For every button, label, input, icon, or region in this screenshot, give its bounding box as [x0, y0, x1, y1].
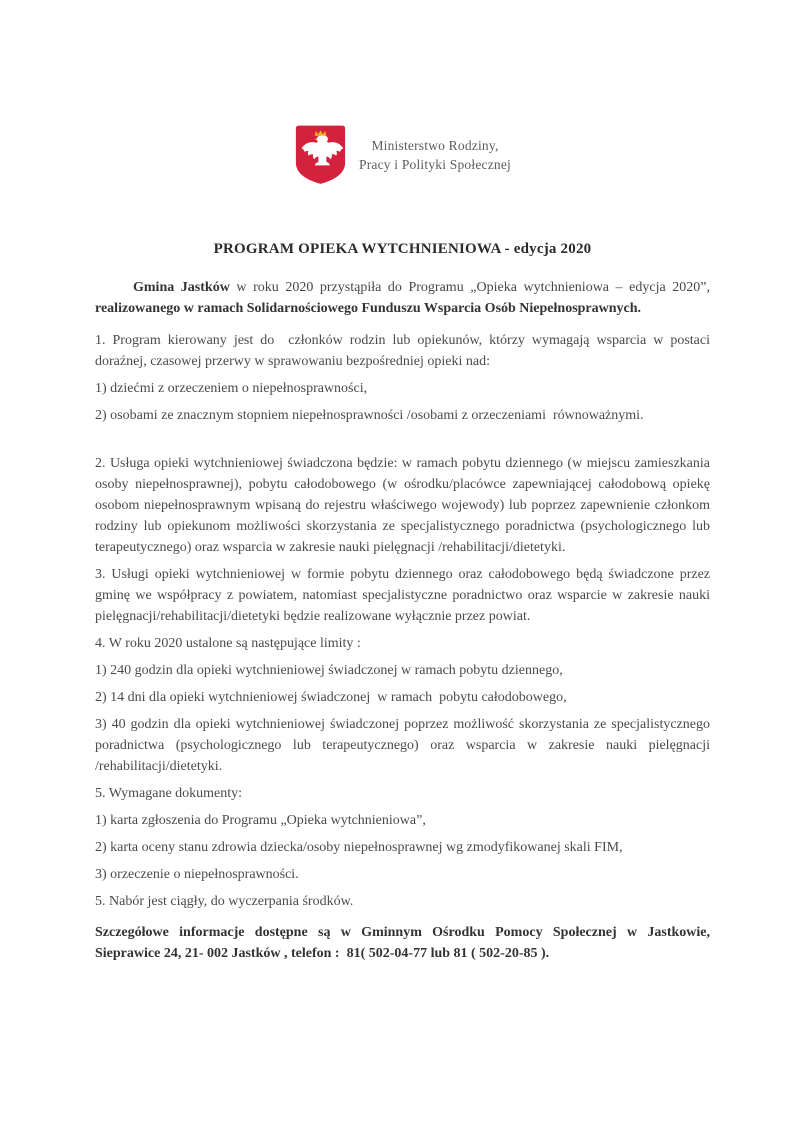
list-item-application-card: 1) karta zgłoszenia do Programu „Opieka wytchnieniowa”, [95, 813, 426, 828]
list-item-disability-certificate: 3) orzeczenie o niepełnosprawności. [95, 867, 299, 882]
ministry-name-line2: Pracy i Polityki Społecznej [358, 157, 511, 172]
list-item-limit-daycare: 1) 240 godzin dla opieki wytchnieniowej świadczonej w ramach pobytu dziennego, [95, 663, 563, 678]
intro-paragraph [95, 277, 714, 319]
paragraph-service-forms: 2. Usługa opieki wytchnieniowej świadczona będzie: w ramach pobytu dziennego (w miejscu zamieszkania osoby niepełnosprawnej), pobytu całodobowego (w ośrodku/placówce zapewniającej całodobową opiekę osobom niepełnosprawnym wpisaną do rejestru właściwego wojewody) lub poprzez zapewnienie członkom rodziny lub opiekunom możliwości skorzystania ze specjalistycznego poradnictwa (psychologicznego lub terapeutycznego) oraz wsparcia w zakresie nauki pielęgnacji /rehabilitacji/dietetyki. [95, 456, 714, 555]
document-title: PROGRAM OPIEKA WYTCHNIENIOWA - edycja 2020 [213, 241, 592, 257]
paragraph-program-target: 1. Program kierowany jest do członków rodzin lub opiekunów, którzy wymagają wsparcia w postaci doraźnej, czasowej przerwy w sprawowaniu bezpośredniej opieki nad: [95, 333, 714, 369]
intro-bold-lead: Gmina Jastków [133, 280, 230, 295]
ministry-name-line1: Ministerstwo Rodziny, [371, 138, 499, 153]
polish-eagle-emblem-icon [294, 124, 347, 186]
list-item-health-card: 2) karta oceny stanu zdrowia dziecka/osoby niepełnosprawnej wg zmodyfikowanej skali FIM, [95, 840, 623, 855]
list-item-limit-counseling: 3) 40 godzin dla opieki wytchnieniowej świadczonej poprzez możliwość skorzystania ze specjalistycznego poradnictwa (psychologicznego lub terapeutycznego) oraz wsparcia w zakresie nauki pielęgnacji /rehabilitacji/dietetyki. [95, 717, 714, 774]
ministry-logo [95, 123, 710, 187]
list-item-limit-fulltime: 2) 14 dni dla opieki wytchnieniowej świadczonej w ramach pobytu całodobowego, [95, 690, 567, 705]
intro-regular-text: w roku 2020 przystąpiła do Programu „Opieka wytchnieniowa – edycja 2020”, [229, 280, 714, 295]
paragraph-documents-heading: 5. Wymagane dokumenty: [95, 786, 243, 801]
paragraph-recruitment: 5. Nabór jest ciągły, do wyczerpania środków. [95, 894, 354, 909]
paragraph-limits-heading: 4. W roku 2020 ustalone są następujące limity : [95, 636, 361, 651]
intro-bold-tail: realizowanego w ramach Solidarnościowego Funduszu Wsparcia Osób Niepełnosprawnych. [95, 301, 642, 316]
paragraph-service-providers: 3. Usługi opieki wytchnieniowej w formie pobytu dziennego oraz całodobowego będą świadczone przez gminę we współpracy z powiatem, natomiast specjalistyczne poradnictwo oraz wsparcie w zakresie nauki pielęgnacji/rehabilitacji/dietetyki będzie realizowane wyłącznie przez powiat. [95, 567, 714, 624]
contact-info-paragraph: Szczegółowe informacje dostępne są w Gminnym Ośrodku Pomocy Społecznej w Jastkowie, Sieprawice 24, 21- 002 Jastków , telefon : 81( 502-04-77 lub 81 ( 502-20-85 ). [95, 925, 714, 961]
ministry-name [359, 136, 511, 174]
list-item-children: 1) dziećmi z orzeczeniem o niepełnosprawności, [95, 381, 368, 396]
list-item-adults: 2) osobami ze znacznym stopniem niepełnosprawności /osobami z orzeczeniami równoważnymi. [95, 408, 644, 423]
